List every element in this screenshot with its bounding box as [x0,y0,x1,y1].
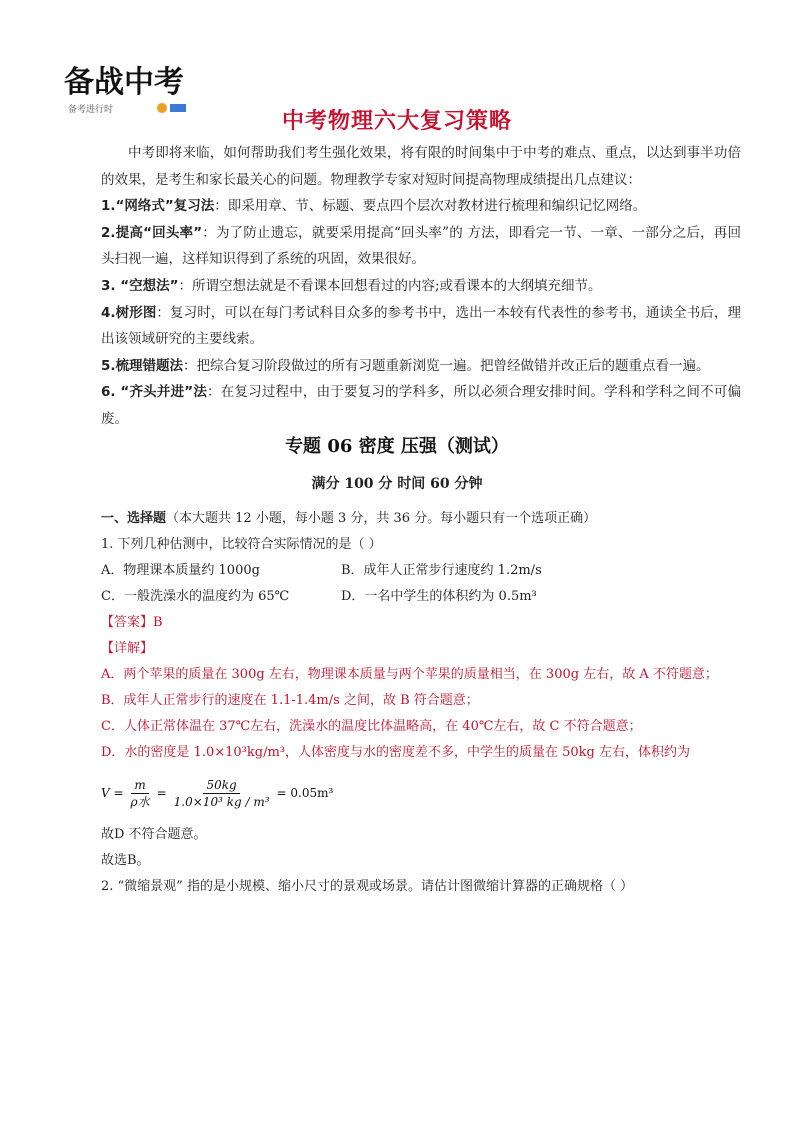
fraction-numerator: m [131,777,148,794]
question-stem: 1. 下列几种估测中，比较符合实际情况的是（ ） [101,537,382,552]
strategy-item [101,300,741,353]
formula-equals: = [156,786,167,800]
strategy-item [101,273,741,300]
topic-title: 专题 06 密度 压强（测试） [285,436,509,457]
option-d: D．一名中学生的体积约为 0.5m³ [341,589,537,604]
strategy-item [101,353,741,380]
fraction-denominator: ρ水 [130,794,150,809]
strategy-body: ：所谓空想法就是不看课本回想看过的内容;或看课本的大纲填充细节。 [178,277,602,294]
section-heading: 一、选择题 [101,511,167,526]
question-stem: 2. “微缩景观” 指的是小规模、缩小尺寸的景观或场景。请估计图微缩计算器的正确规格（ ） [101,879,634,894]
strategy-heading: 4.树形图 [101,304,157,321]
intro-paragraph: 中考即将来临，如何帮助我们考生强化效果，将有限的时间集中于中考的难点、重点，以达到事半功倍的效果，是考生和家长最关心的问题。物理教学专家对短时间提高物理成绩提出几点建议： [101,145,741,188]
strategy-item [101,193,741,220]
fraction [171,777,273,810]
strategy-heading: 5.梳理错题法 [101,357,184,374]
option-a: A．物理课本质量约 1000g [101,563,260,578]
exam-meta: 满分 100 分 时间 60 分钟 [311,476,483,492]
question-section [101,506,741,900]
strategy-list [101,140,741,433]
formula-result: = 0.05m³ [276,786,334,800]
detail-line: C．人体正常体温在 37℃左右，洗澡水的温度比体温略高，在 40℃左右，故 C 不符合题意； [101,719,642,734]
option-c: C．一般洗澡水的温度约为 65℃ [101,589,290,604]
strategy-body: ：复习时，可以在每门考试科目众多的参考书中，选出一本较有代表性的参考书，通读全书后，理出该领域研究的主要线索。 [101,304,742,348]
logo-sub-text: 备考进行时 [68,105,114,115]
option-b: B．成年人正常步行速度约 1.2m/s [341,563,542,578]
fraction-numerator: 50kg [203,777,239,794]
strategy-item [101,220,741,273]
page-title: 中考物理六大复习策略 [281,109,512,134]
strategy-heading: 6. “齐头并进”法 [101,384,208,401]
strategy-heading: 2.提高“回头率” [101,224,203,241]
options-row [101,584,741,610]
section-header [101,506,741,532]
conclusion-line: 故选B。 [101,853,150,868]
strategy-body: ：为了防止遗忘，就要采用提高“回头率”的 方法，即看完一节、一章、一部分之后，再回头扫视一遍，这样知识得到了系统的巩固，效果很好。 [101,224,741,268]
options-row [101,558,741,584]
formula-lhs: V = [101,786,124,800]
fraction [128,777,153,810]
detail-line: B．成年人正常步行的速度在 1.1-1.4m/s 之间，故 B 符合题意； [101,693,479,708]
fraction-denominator: 1.0×10³ kg / m³ [173,794,270,809]
section-note: （本大题共 12 小题，每小题 3 分，共 36 分。每小题只有一个选项正确） [166,511,597,526]
detail-line: D．水的密度是 1.0×10³kg/m³，人体密度与水的密度差不多，中学生的质量在 50kg 左右，体积约为 [101,745,690,760]
answer-label: 【答案】B [101,615,163,630]
conclusion-line: 故D 不符合题意。 [101,827,207,842]
detail-line: A．两个苹果的质量在 300g 左右，物理课本质量与两个苹果的质量相当，在 300g 左右，故 A 不符题意； [101,667,718,682]
strategy-body: ：即采用章、节、标题、要点四个层次对教材进行梳理和编织记忆网络。 [214,198,647,215]
detail-label: 【详解】 [101,641,154,656]
strategy-heading: 3. “空想法” [101,277,179,294]
logo-main-text: 备战中考 [64,65,184,100]
volume-formula [101,770,741,816]
strategy-body: ：在复习过程中，由于要复习的学科多，所以必须合理安排时间。学科和学科之间不可偏废。 [101,384,742,427]
strategy-heading: 1.“网络式”复习法 [101,198,215,215]
strategy-item [101,379,741,432]
strategy-body: ：把综合复习阶段做过的所有习题重新浏览一遍。把曾经做错并改正后的题重点看一遍。 [183,357,710,374]
